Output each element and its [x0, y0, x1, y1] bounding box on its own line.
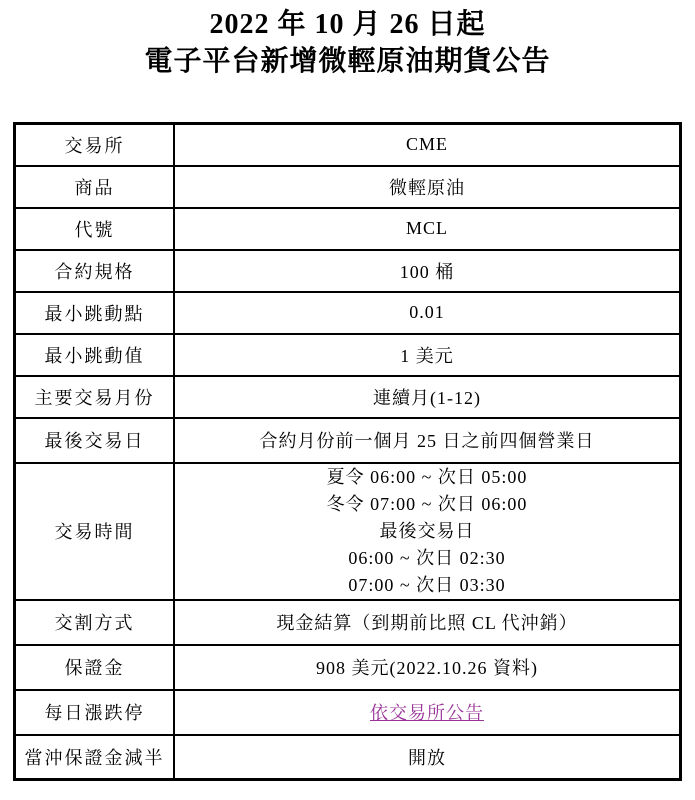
- row-value: 908 美元(2022.10.26 資料): [174, 645, 681, 690]
- row-label: 最小跳動點: [15, 292, 175, 334]
- row-value: MCL: [174, 208, 681, 250]
- row-value: 合約月份前一個月 25 日之前四個營業日: [174, 418, 681, 463]
- row-label: 代號: [15, 208, 175, 250]
- row-label: 最後交易日: [15, 418, 175, 463]
- row-value: 開放: [174, 735, 681, 780]
- row-value: CME: [174, 124, 681, 166]
- table-row: [15, 645, 681, 690]
- table-row: [15, 418, 681, 463]
- row-label: 保證金: [15, 645, 175, 690]
- row-label: 商品: [15, 166, 175, 208]
- row-label: 每日漲跌停: [15, 690, 175, 735]
- table-row: [15, 376, 681, 418]
- row-label: 最小跳動值: [15, 334, 175, 376]
- row-value: [174, 463, 681, 600]
- table-row: [15, 208, 681, 250]
- row-label: 交易所: [15, 124, 175, 166]
- table-row: [15, 124, 681, 166]
- row-value: 現金結算（到期前比照 CL 代沖銷）: [174, 600, 681, 645]
- row-label: 交易時間: [15, 463, 175, 600]
- trading-hours-line: 最後交易日: [379, 520, 475, 541]
- row-label: 當沖保證金減半: [15, 735, 175, 780]
- exchange-announcement-link[interactable]: 依交易所公告: [370, 703, 484, 723]
- page-title: [0, 0, 695, 80]
- row-label: 合約規格: [15, 250, 175, 292]
- row-label: 主要交易月份: [15, 376, 175, 418]
- row-label: 交割方式: [15, 600, 175, 645]
- row-value: 微輕原油: [174, 166, 681, 208]
- row-value: [174, 690, 681, 735]
- table-row: [15, 600, 681, 645]
- table-row: [15, 334, 681, 376]
- contract-spec-table: [13, 122, 682, 781]
- spec-table-body: [15, 124, 681, 780]
- table-row: [15, 463, 681, 600]
- row-value: 0.01: [174, 292, 681, 334]
- trading-hours-line: 07:00 ~ 次日 03:30: [348, 574, 506, 595]
- trading-hours-line: 夏令 06:00 ~ 次日 05:00: [326, 466, 528, 487]
- trading-hours-line: 06:00 ~ 次日 02:30: [348, 547, 506, 568]
- table-row: [15, 166, 681, 208]
- title-line-2: 電子平台新增微輕原油期貨公告: [144, 46, 551, 77]
- table-row: [15, 250, 681, 292]
- row-value: 連續月(1-12): [174, 376, 681, 418]
- row-value: 100 桶: [174, 250, 681, 292]
- table-row: [15, 292, 681, 334]
- trading-hours-line: 冬令 07:00 ~ 次日 06:00: [326, 493, 528, 514]
- table-row: [15, 690, 681, 735]
- row-value: 1 美元: [174, 334, 681, 376]
- table-row: [15, 735, 681, 780]
- title-line-1: 2022 年 10 月 26 日起: [209, 9, 486, 40]
